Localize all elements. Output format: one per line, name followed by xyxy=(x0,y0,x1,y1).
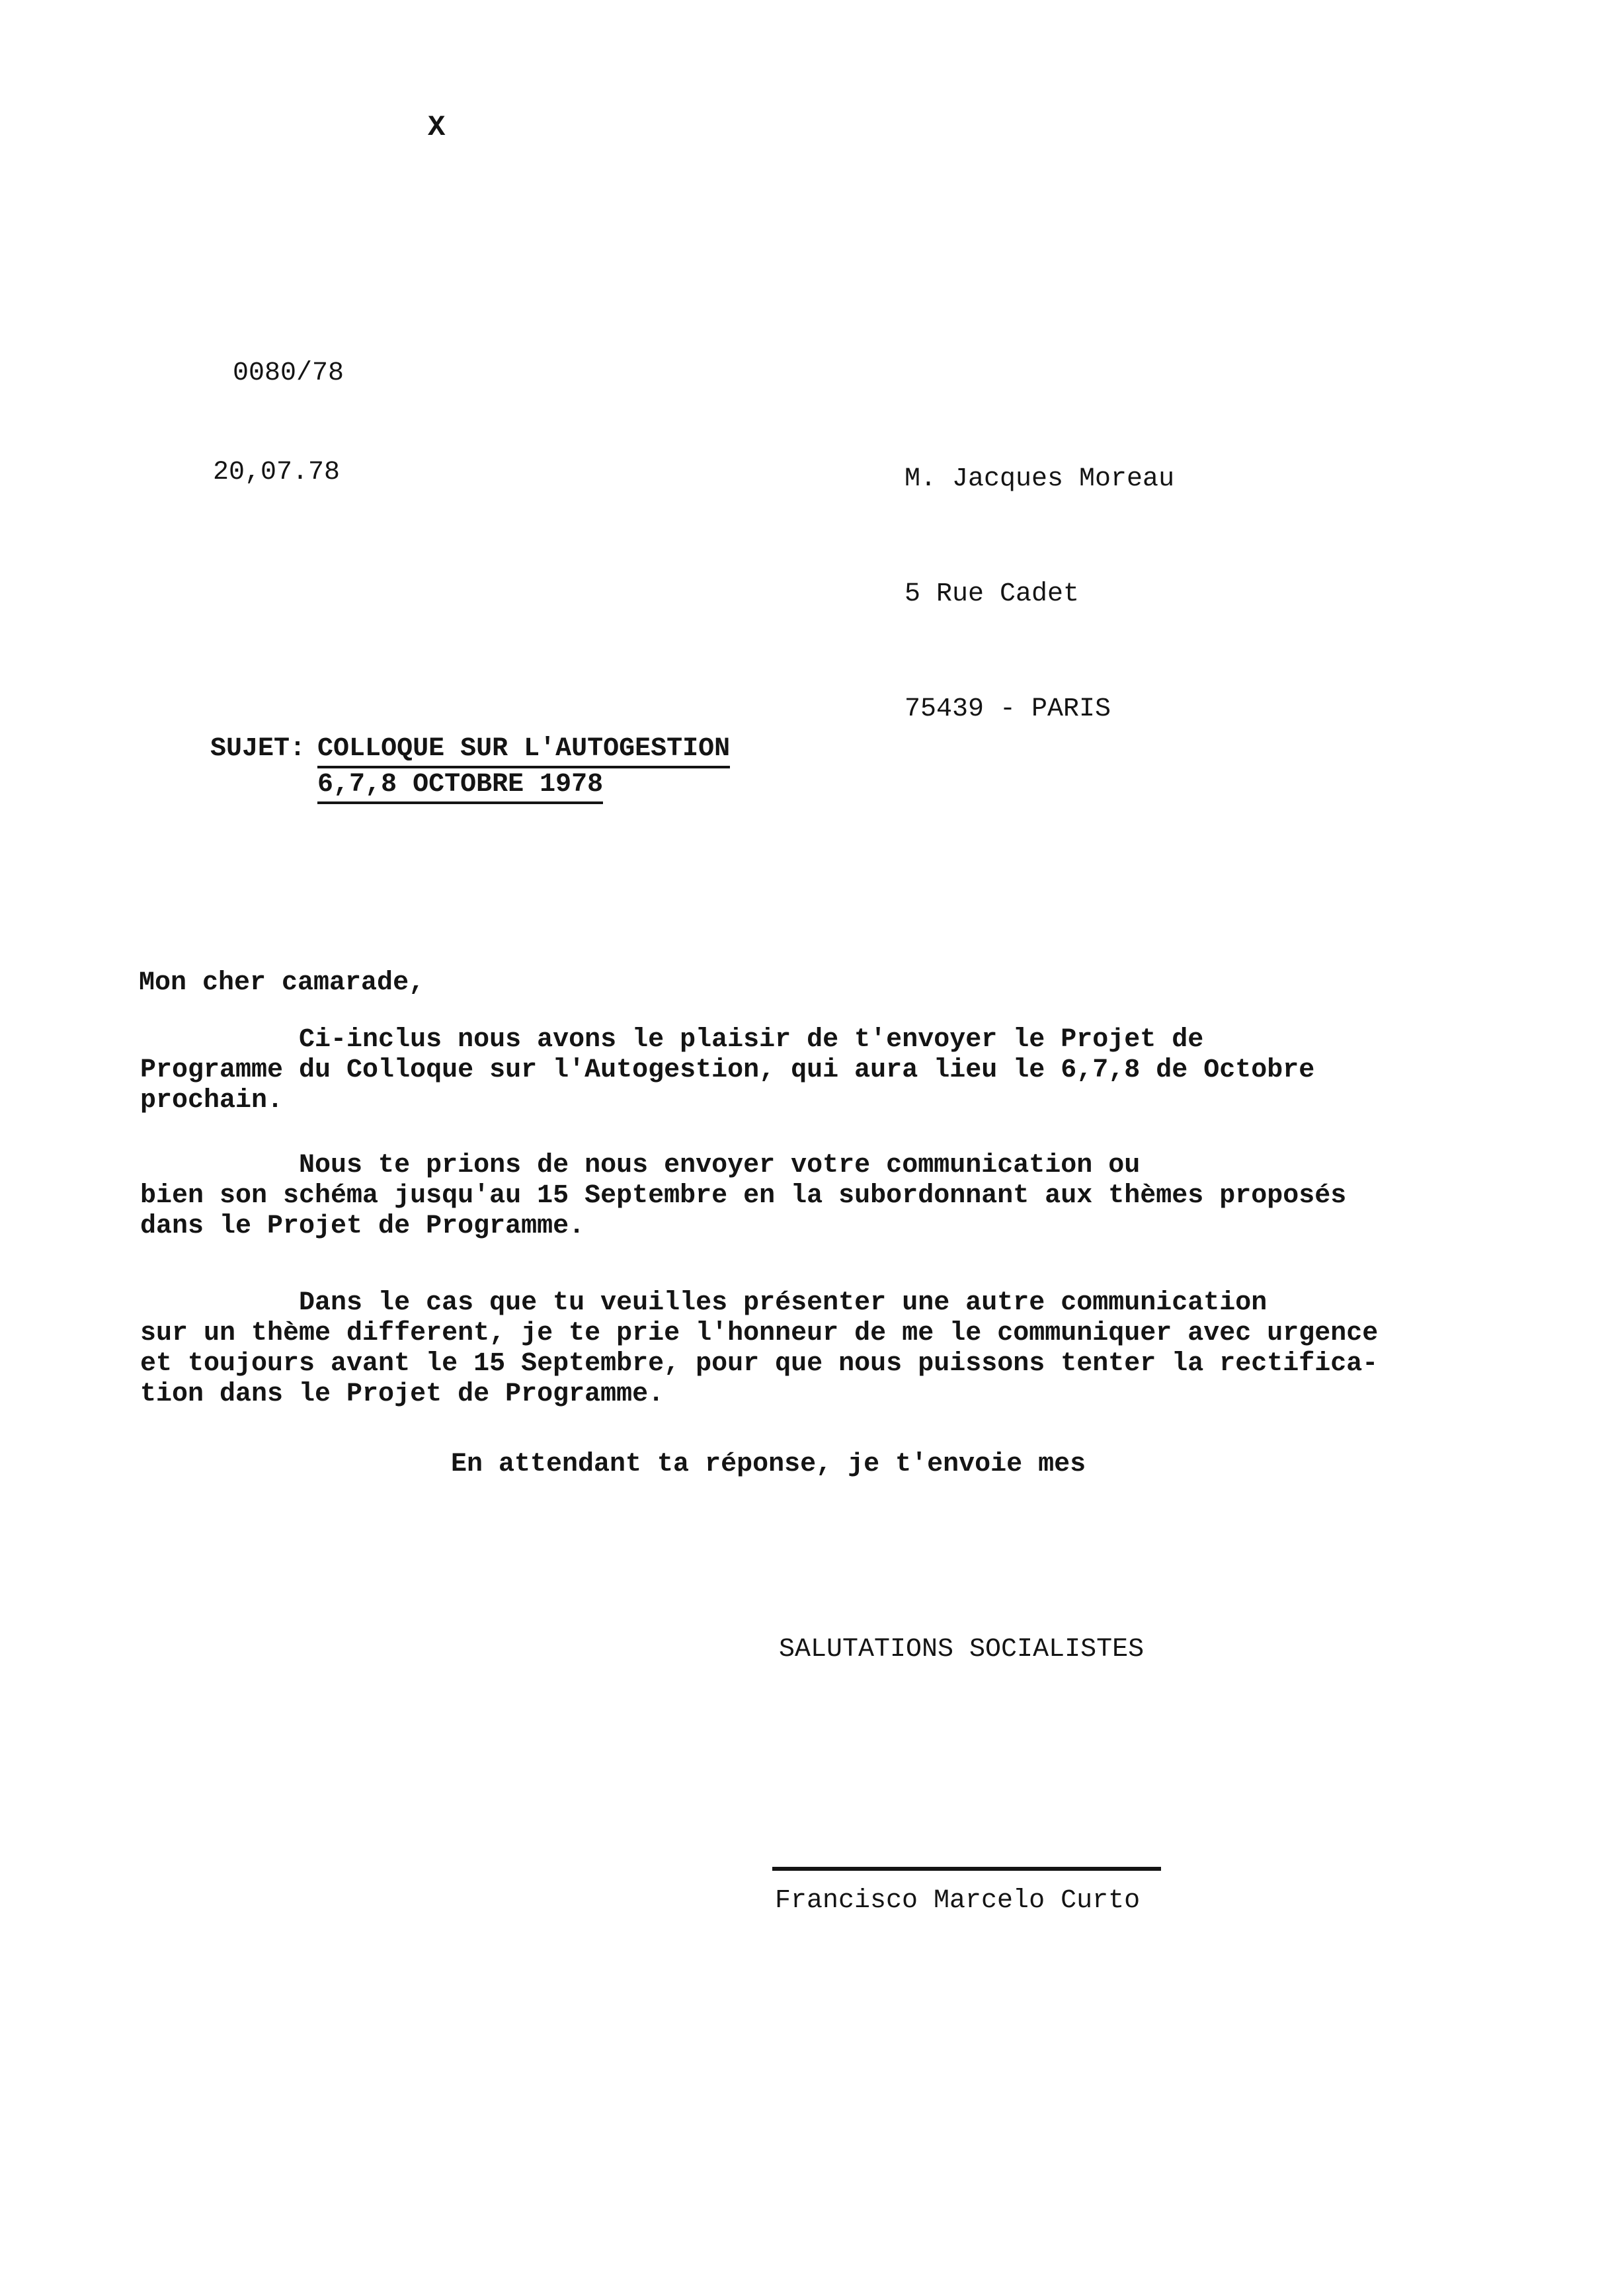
recipient-city: 75439 - PARIS xyxy=(904,694,1111,724)
recipient-address xyxy=(904,397,1174,808)
paragraph-2 xyxy=(140,1151,1476,1242)
paragraph-2-line: Nous te prions de nous envoyer votre communication ou xyxy=(140,1151,1141,1180)
reference-number: 0080/78 xyxy=(233,358,344,388)
subject-text xyxy=(317,733,730,804)
recipient-name: M. Jacques Moreau xyxy=(904,464,1175,494)
paragraph-3-line: et toujours avant le 15 Septembre, pour que nous puissons tenter la rectifica- xyxy=(140,1349,1379,1379)
file-mark: X xyxy=(428,111,446,144)
paragraph-1-line: Ci-inclus nous avons le plaisir de t'envoyer le Projet de xyxy=(140,1025,1204,1055)
paragraph-3 xyxy=(140,1288,1476,1410)
paragraph-3-line: tion dans le Projet de Programme. xyxy=(140,1379,664,1409)
recipient-street: 5 Rue Cadet xyxy=(904,579,1080,609)
letter-date: 20,07.78 xyxy=(213,458,341,487)
paragraph-4: En attendant ta réponse, je t'envoie mes xyxy=(451,1450,1086,1479)
paragraph-2-line: bien son schéma jusqu'au 15 Septembre en la subordonnant aux thèmes proposés xyxy=(140,1181,1347,1211)
paragraph-2-line: dans le Projet de Programme. xyxy=(140,1211,585,1241)
subject-line-1: COLLOQUE SUR L'AUTOGESTION xyxy=(317,733,730,768)
paragraph-1 xyxy=(140,1025,1476,1116)
paragraph-3-line: Dans le cas que tu veuilles présenter une autre communication xyxy=(140,1288,1267,1318)
subject-line-2: 6,7,8 OCTOBRE 1978 xyxy=(317,768,603,804)
subject-label: SUJET: xyxy=(210,734,306,764)
paragraph-1-line: Programme du Colloque sur l'Autogestion, qui aura lieu le 6,7,8 de Octobre xyxy=(140,1055,1315,1085)
closing-salutation: SALUTATIONS SOCIALISTES xyxy=(779,1635,1145,1664)
subject-block xyxy=(147,700,730,837)
signature-line xyxy=(772,1867,1161,1871)
signer-name: Francisco Marcelo Curto xyxy=(775,1886,1141,1916)
salutation: Mon cher camarade, xyxy=(139,968,425,998)
paragraph-1-line: prochain. xyxy=(140,1086,284,1116)
paragraph-3-line: sur un thème different, je te prie l'honneur de me le communiquer avec urgence xyxy=(140,1319,1379,1348)
